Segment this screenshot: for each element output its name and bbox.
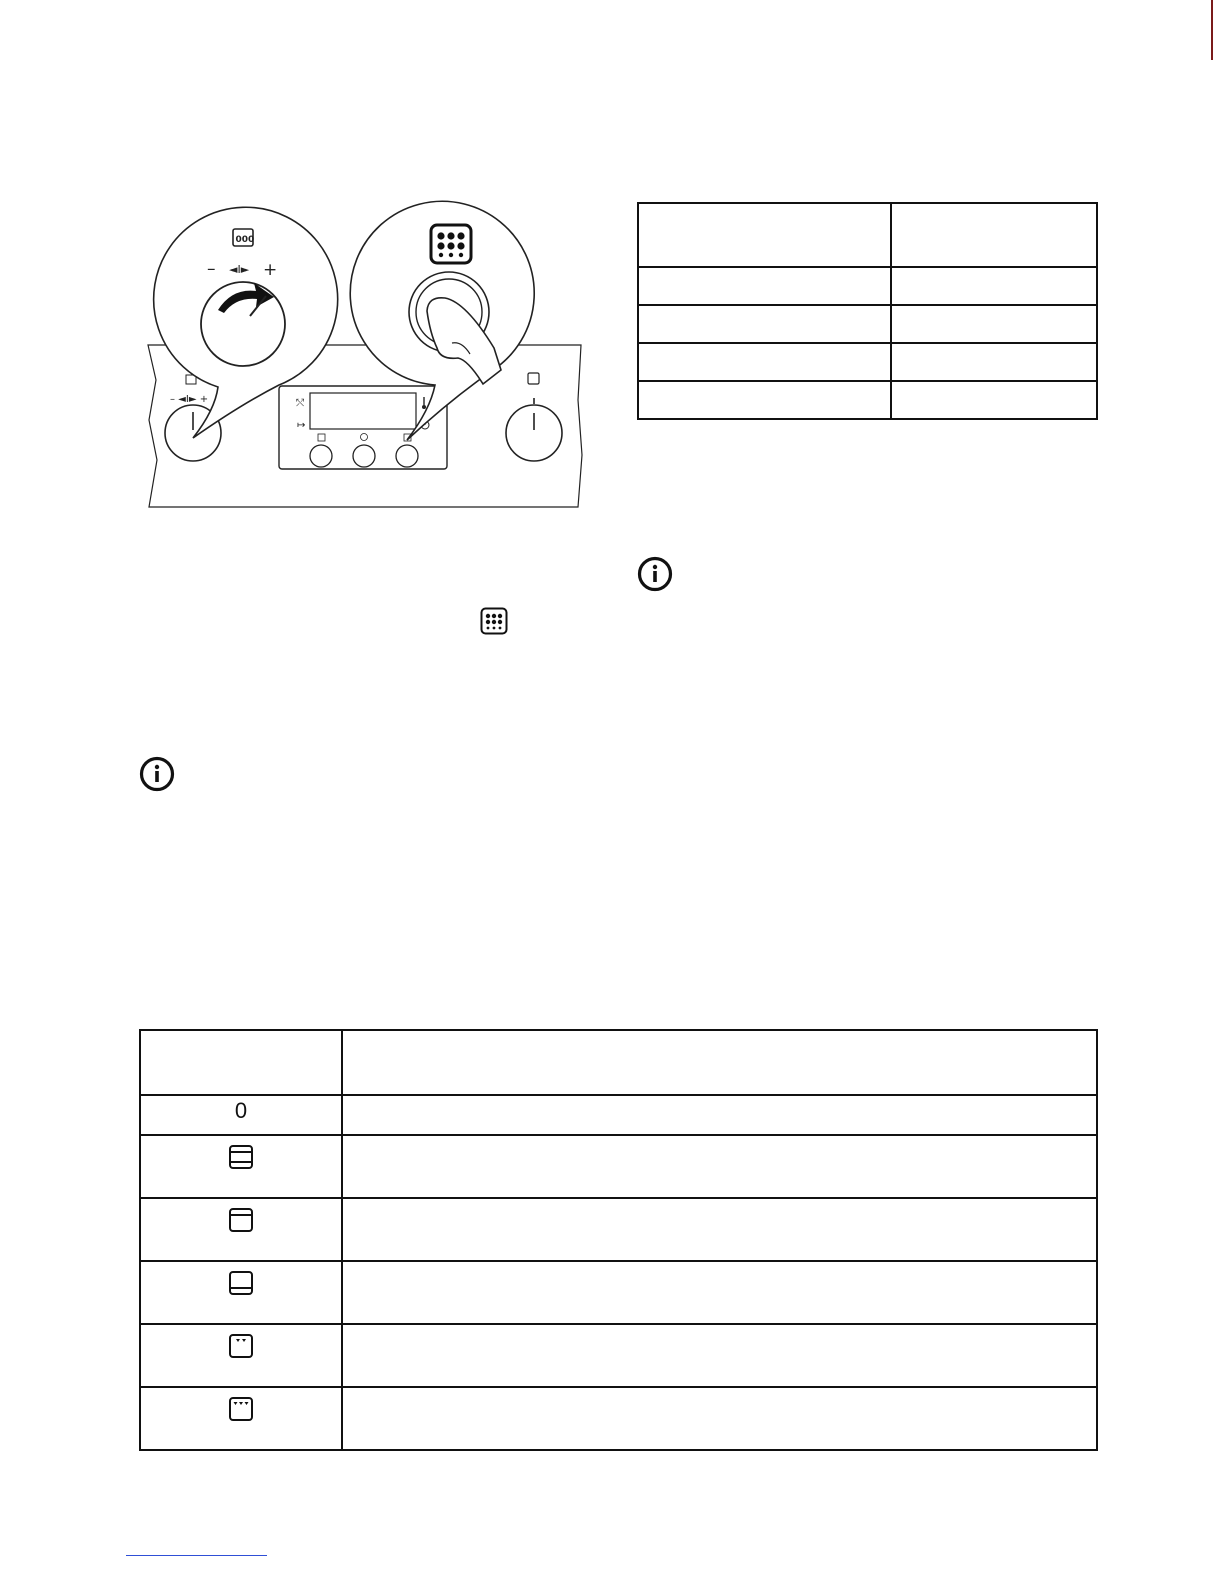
table-row	[638, 343, 1097, 381]
table-header-row	[638, 203, 1097, 267]
table-cell	[638, 203, 891, 267]
grill-icon	[228, 1333, 254, 1359]
table-row	[140, 1095, 1097, 1135]
table-cell	[638, 343, 891, 381]
table-cell	[140, 1135, 342, 1198]
table-cell	[891, 381, 1097, 419]
table-cell	[342, 1324, 1097, 1387]
panel-button-1	[310, 445, 332, 467]
table-cell	[638, 381, 891, 419]
info-icon	[637, 556, 673, 592]
dial-minus: –	[207, 259, 216, 279]
table-cell	[342, 1387, 1097, 1450]
svg-text:000: 000	[235, 235, 255, 245]
top-heat-icon	[228, 1207, 254, 1233]
table-row	[140, 1324, 1097, 1387]
table-cell	[140, 1387, 342, 1450]
table-row	[140, 1135, 1097, 1198]
oven-function-table	[139, 1029, 1098, 1451]
table-cell	[140, 1095, 342, 1135]
table-cell	[891, 343, 1097, 381]
table-cell	[140, 1324, 342, 1387]
table-cell	[140, 1198, 342, 1261]
top-bottom-heat-icon	[228, 1144, 254, 1170]
grid-button-icon	[480, 607, 508, 635]
table-header-row	[140, 1030, 1097, 1095]
pan-indicator-icon: ⤲	[296, 398, 304, 409]
table-cell	[891, 267, 1097, 305]
table-cell	[891, 305, 1097, 343]
full-grill-icon	[228, 1396, 254, 1422]
table-row	[638, 305, 1097, 343]
display-screen	[310, 393, 416, 429]
panel-button-3	[396, 445, 418, 467]
table-cell	[891, 203, 1097, 267]
info-icon	[139, 756, 175, 792]
off-position-icon: 0	[234, 1098, 248, 1123]
table-row	[140, 1261, 1097, 1324]
table-row	[140, 1198, 1097, 1261]
svg-text:– ◄I► +: – ◄I► +	[170, 394, 209, 405]
table-row	[638, 267, 1097, 305]
table-cell	[342, 1261, 1097, 1324]
settings-table	[637, 202, 1098, 420]
table-cell	[342, 1198, 1097, 1261]
table-cell	[638, 305, 891, 343]
table-row	[140, 1387, 1097, 1450]
table-cell	[140, 1030, 342, 1095]
table-cell	[342, 1095, 1097, 1135]
table-cell	[140, 1261, 342, 1324]
bottom-heat-icon	[228, 1270, 254, 1296]
table-cell	[342, 1030, 1097, 1095]
control-panel-illustration	[0, 0, 620, 540]
page-edge-line	[1211, 0, 1213, 60]
panel-button-2	[353, 445, 375, 467]
dial-arrows: ◄I►	[229, 263, 250, 276]
table-cell	[638, 267, 891, 305]
footer-link-underline[interactable]	[126, 1555, 267, 1556]
timer-icon: ↦	[297, 420, 306, 431]
dial-plus: +	[263, 260, 278, 280]
table-cell	[342, 1135, 1097, 1198]
table-row	[638, 381, 1097, 419]
